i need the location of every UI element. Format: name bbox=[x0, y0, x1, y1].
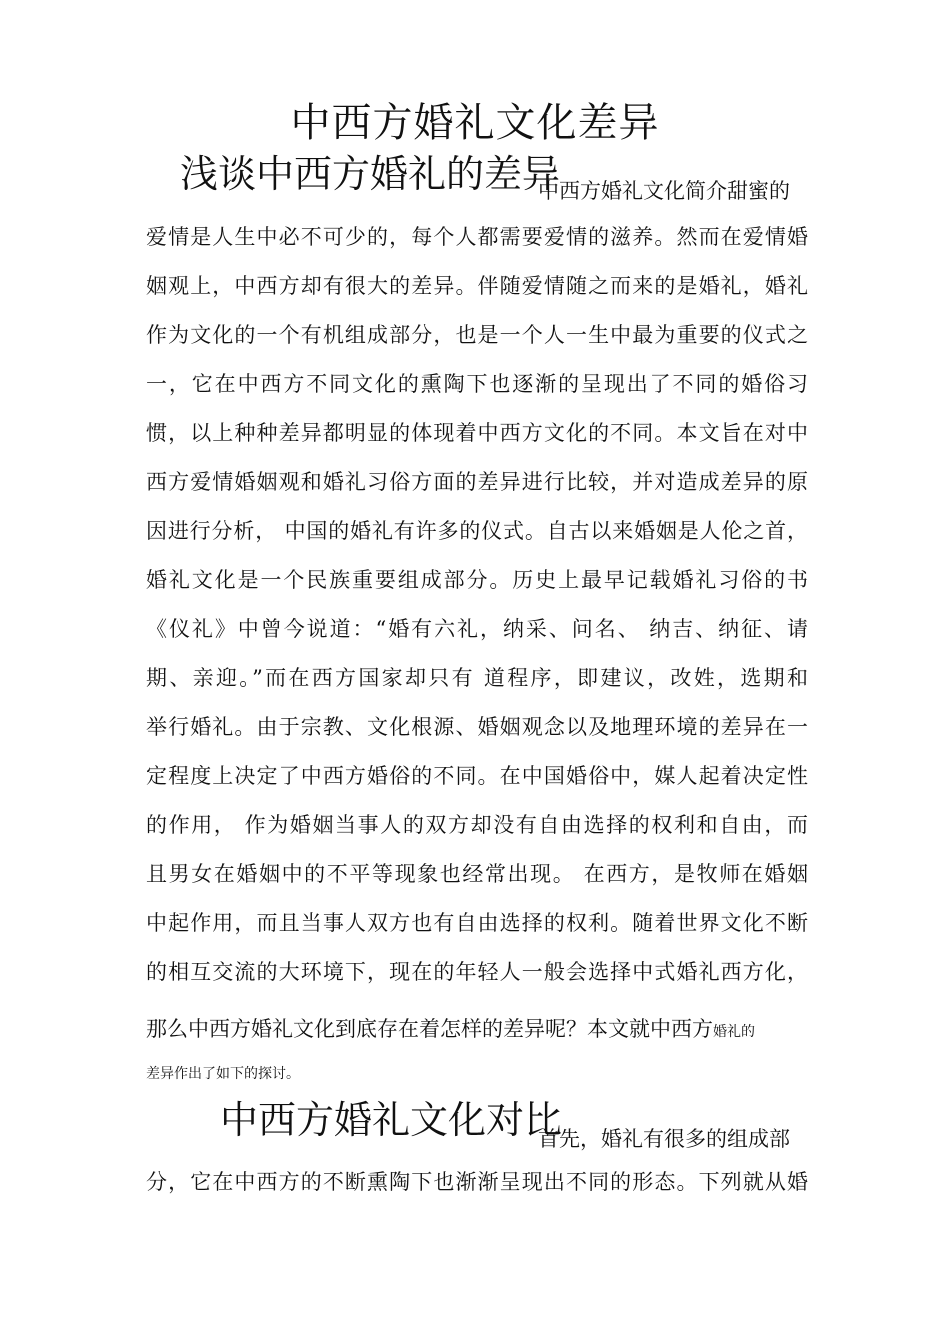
paragraph-line: 中起作用，而且当事人双方也有自由选择的权利。随着世界文化不断 bbox=[146, 911, 808, 935]
paragraph-line: 姻观上，中西方却有很大的差异。伴随爱情随之而来的是婚礼，婚礼 bbox=[146, 274, 808, 298]
paragraph-line: 西方爱情婚姻观和婚礼习俗方面的差异进行比较，并对造成差异的原 bbox=[146, 470, 808, 494]
paragraph-line-main-text: 那么中西方婚礼文化到底存在着怎样的差异呢？本文就中西方 bbox=[146, 1017, 713, 1041]
paragraph-line: 《仪礼》中曾今说道：“婚有六礼，纳采、问名、 纳吉、纳征、请 bbox=[146, 617, 808, 641]
paragraph-line-small-text: 婚礼的 bbox=[713, 1024, 755, 1040]
paragraph-line-mixed bbox=[146, 1014, 808, 1047]
section-1-lead-text: 中西方婚礼文化简介甜蜜的 bbox=[538, 179, 790, 203]
paragraph-line: 一，它在中西方不同文化的熏陶下也逐渐的呈现出了不同的婚俗习 bbox=[146, 372, 808, 396]
paragraph-small-line: 差异作出了如下的探讨。 bbox=[146, 1066, 300, 1082]
paragraph-line: 的作用， 作为婚姻当事人的双方却没有自由选择的权利和自由，而 bbox=[146, 813, 808, 837]
paragraph-line: 分，它在中西方的不断熏陶下也渐渐呈现出不同的形态。下列就从婚 bbox=[146, 1170, 808, 1194]
paragraph-line: 定程度上决定了中西方婚俗的不同。在中国婚俗中，媒人起着决定性 bbox=[146, 764, 808, 788]
paragraph-line: 期、亲迎。”而在西方国家却只有 道程序，即建议，改姓，选期和 bbox=[146, 666, 808, 690]
paragraph-line: 惯，以上种种差异都明显的体现着中西方文化的不同。本文旨在对中 bbox=[146, 421, 808, 445]
paragraph-line: 举行婚礼。由于宗教、文化根源、婚姻观念以及地理环境的差异在一 bbox=[146, 715, 808, 739]
paragraph-line: 婚礼文化是一个民族重要组成部分。历史上最早记载婚礼习俗的书 bbox=[146, 568, 808, 592]
paragraph-line: 作为文化的一个有机组成部分，也是一个人一生中最为重要的仪式之 bbox=[146, 323, 808, 347]
document-title: 中西方婚礼文化差异 bbox=[290, 100, 660, 146]
section-heading-differences: 浅谈中西方婚礼的差异 bbox=[180, 152, 561, 196]
section-heading-comparison: 中西方婚礼文化对比 bbox=[220, 1098, 563, 1142]
paragraph-line: 因进行分析， 中国的婚礼有许多的仪式。自古以来婚姻是人伦之首， bbox=[146, 519, 808, 543]
paragraph-line: 的相互交流的大环境下，现在的年轻人一般会选择中式婚礼西方化， bbox=[146, 960, 808, 984]
paragraph-line: 且男女在婚姻中的不平等现象也经常出现。 在西方，是牧师在婚姻 bbox=[146, 862, 808, 886]
paragraph-line: 爱情是人生中必不可少的，每个人都需要爱情的滋养。然而在爱情婚 bbox=[146, 225, 808, 249]
section-2-lead-text: 首先，婚礼有很多的组成部 bbox=[538, 1127, 790, 1151]
